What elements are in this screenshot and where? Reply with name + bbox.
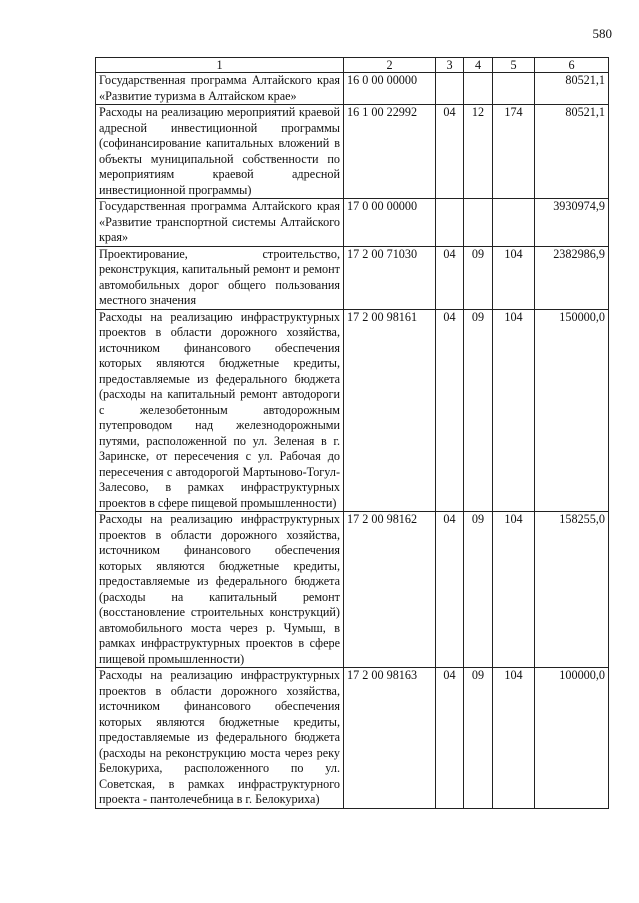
row-amount: 80521,1 — [535, 105, 609, 199]
page-number: 580 — [592, 26, 612, 41]
table-row — [96, 512, 609, 668]
row-col4 — [464, 199, 493, 247]
row-name: Проектирование, строительство, реконструкция, капитальный ремонт и ремонт автомобильных дорог общего пользования местного значения — [96, 246, 344, 309]
row-name: Расходы на реализацию инфраструктурных проектов в области дорожного хозяйства, источником финансового обеспечения которых являются бюджетные кредиты, предоставляемые из федерального бюджета (расходы на реконструкцию моста через реку Белокуриха, расположенного по ул. Советская, в рамках инфраструктурного проекта - пантолечебница в г. Белокуриха) — [96, 668, 344, 809]
row-col3: 04 — [436, 668, 464, 809]
row-code: 16 1 00 22992 — [344, 105, 436, 199]
column-header-4: 4 — [464, 58, 493, 73]
row-col3: 04 — [436, 512, 464, 668]
row-col5: 104 — [493, 512, 535, 668]
row-name: Расходы на реализацию мероприятий краевой адресной инвестиционной программы (софинансирование капитальных вложений в объекты муниципальной собственности по мероприятиям краевой адресной инвестиционной программы) — [96, 105, 344, 199]
row-col5: 104 — [493, 309, 535, 512]
row-col5: 104 — [493, 668, 535, 809]
row-amount: 100000,0 — [535, 668, 609, 809]
row-col3 — [436, 73, 464, 105]
row-name: Расходы на реализацию инфраструктурных проектов в области дорожного хозяйства, источником финансового обеспечения которых являются бюджетные кредиты, предоставляемые из федерального бюджета (расходы на капитальный ремонт (восстановление строительных конструкций) автомобильного моста через р. Чумыш, в рамках инфраструктурных проектов в сфере пищевой промышленности) — [96, 512, 344, 668]
table-row — [96, 73, 609, 105]
row-col3: 04 — [436, 105, 464, 199]
row-code: 17 2 00 98162 — [344, 512, 436, 668]
table-row — [96, 199, 609, 247]
row-code: 17 2 00 71030 — [344, 246, 436, 309]
row-code: 17 2 00 98161 — [344, 309, 436, 512]
row-col4: 09 — [464, 512, 493, 668]
row-amount: 80521,1 — [535, 73, 609, 105]
row-col4: 09 — [464, 246, 493, 309]
row-col4: 09 — [464, 309, 493, 512]
row-col3: 04 — [436, 246, 464, 309]
budget-table — [95, 57, 609, 809]
row-amount: 2382986,9 — [535, 246, 609, 309]
row-amount: 3930974,9 — [535, 199, 609, 247]
table-header-row — [96, 58, 609, 73]
row-col5: 174 — [493, 105, 535, 199]
table-row — [96, 309, 609, 512]
row-col4: 12 — [464, 105, 493, 199]
row-name: Расходы на реализацию инфраструктурных проектов в области дорожного хозяйства, источником финансового обеспечения которых являются бюджетные кредиты, предоставляемые из федерального бюджета (расходы на капитальный ремонт автодороги с железобетонным автодорожным путепроводом над железнодорожными путями, расположенной по ул. Зеленая в г. Заринске, от пересечения с ул. Рабочая до пересечения с автодорогой Мартыново-Тогул-Залесово, в рамках инфраструктурных проектов в сфере пищевой промышленности) — [96, 309, 344, 512]
row-code: 17 0 00 00000 — [344, 199, 436, 247]
row-name: Государственная программа Алтайского края «Развитие транспортной системы Алтайского края» — [96, 199, 344, 247]
row-col3 — [436, 199, 464, 247]
row-code: 16 0 00 00000 — [344, 73, 436, 105]
row-name: Государственная программа Алтайского края «Развитие туризма в Алтайском крае» — [96, 73, 344, 105]
column-header-5: 5 — [493, 58, 535, 73]
row-col3: 04 — [436, 309, 464, 512]
row-code: 17 2 00 98163 — [344, 668, 436, 809]
row-col5: 104 — [493, 246, 535, 309]
column-header-6: 6 — [535, 58, 609, 73]
table-row — [96, 105, 609, 199]
column-header-3: 3 — [436, 58, 464, 73]
table-row — [96, 668, 609, 809]
row-amount: 150000,0 — [535, 309, 609, 512]
row-col4 — [464, 73, 493, 105]
row-amount: 158255,0 — [535, 512, 609, 668]
column-header-1: 1 — [96, 58, 344, 73]
row-col4: 09 — [464, 668, 493, 809]
table-row — [96, 246, 609, 309]
row-col5 — [493, 199, 535, 247]
column-header-2: 2 — [344, 58, 436, 73]
row-col5 — [493, 73, 535, 105]
